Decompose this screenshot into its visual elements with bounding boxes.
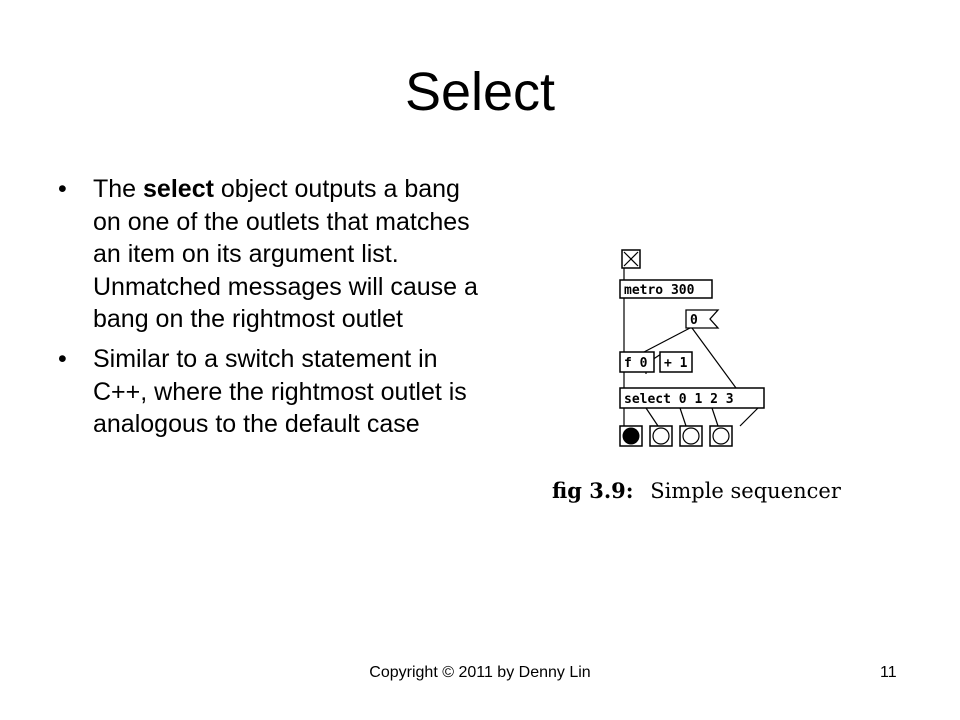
- bullet-text-suffix: object outputs a bang on one of the outlets that matches an item on its argument list. Unmatched messages will cause a bang on the rightmost outlet: [93, 175, 478, 334]
- bullet-list: [58, 173, 478, 448]
- select-object-label: select 0 1 2 3: [624, 392, 734, 407]
- pd-patch-diagram: [540, 240, 870, 510]
- pd-patch-figure: [540, 240, 870, 510]
- float-object: [620, 352, 654, 372]
- plus-object: [660, 352, 692, 372]
- footer-copyright: Copyright © 2011 by Denny Lin: [369, 664, 591, 681]
- metro-object: [620, 280, 712, 298]
- figure-caption: [552, 478, 842, 503]
- message-box-label: 0: [690, 313, 698, 328]
- bullet-item: [58, 343, 478, 441]
- plus-object-label: + 1: [664, 356, 688, 371]
- bullet-text-prefix: Similar to a switch statement in C++, where the rightmost outlet is analogous to the default case: [93, 344, 467, 439]
- bullet-marker: •: [58, 344, 67, 373]
- page-number: 11: [880, 664, 897, 681]
- select-object: [620, 388, 764, 408]
- figure-caption-label: fig 3.9:: [552, 478, 634, 503]
- message-box: [686, 310, 718, 328]
- slide-title: Select: [404, 62, 556, 122]
- bullet-marker: •: [58, 175, 67, 203]
- bang-icon: [710, 426, 732, 446]
- bang-icon: [650, 426, 672, 446]
- figure-caption-text: Simple sequencer: [650, 479, 841, 503]
- bullet-text-prefix: The: [93, 175, 144, 203]
- bullet-item: [58, 173, 478, 336]
- toggle-icon: [622, 250, 640, 268]
- metro-object-label: metro 300: [624, 283, 695, 298]
- bullet-text-bold: select: [143, 175, 214, 203]
- bang-icon: [620, 426, 642, 446]
- bang-icon: [680, 426, 702, 446]
- float-object-label: f 0: [624, 356, 648, 371]
